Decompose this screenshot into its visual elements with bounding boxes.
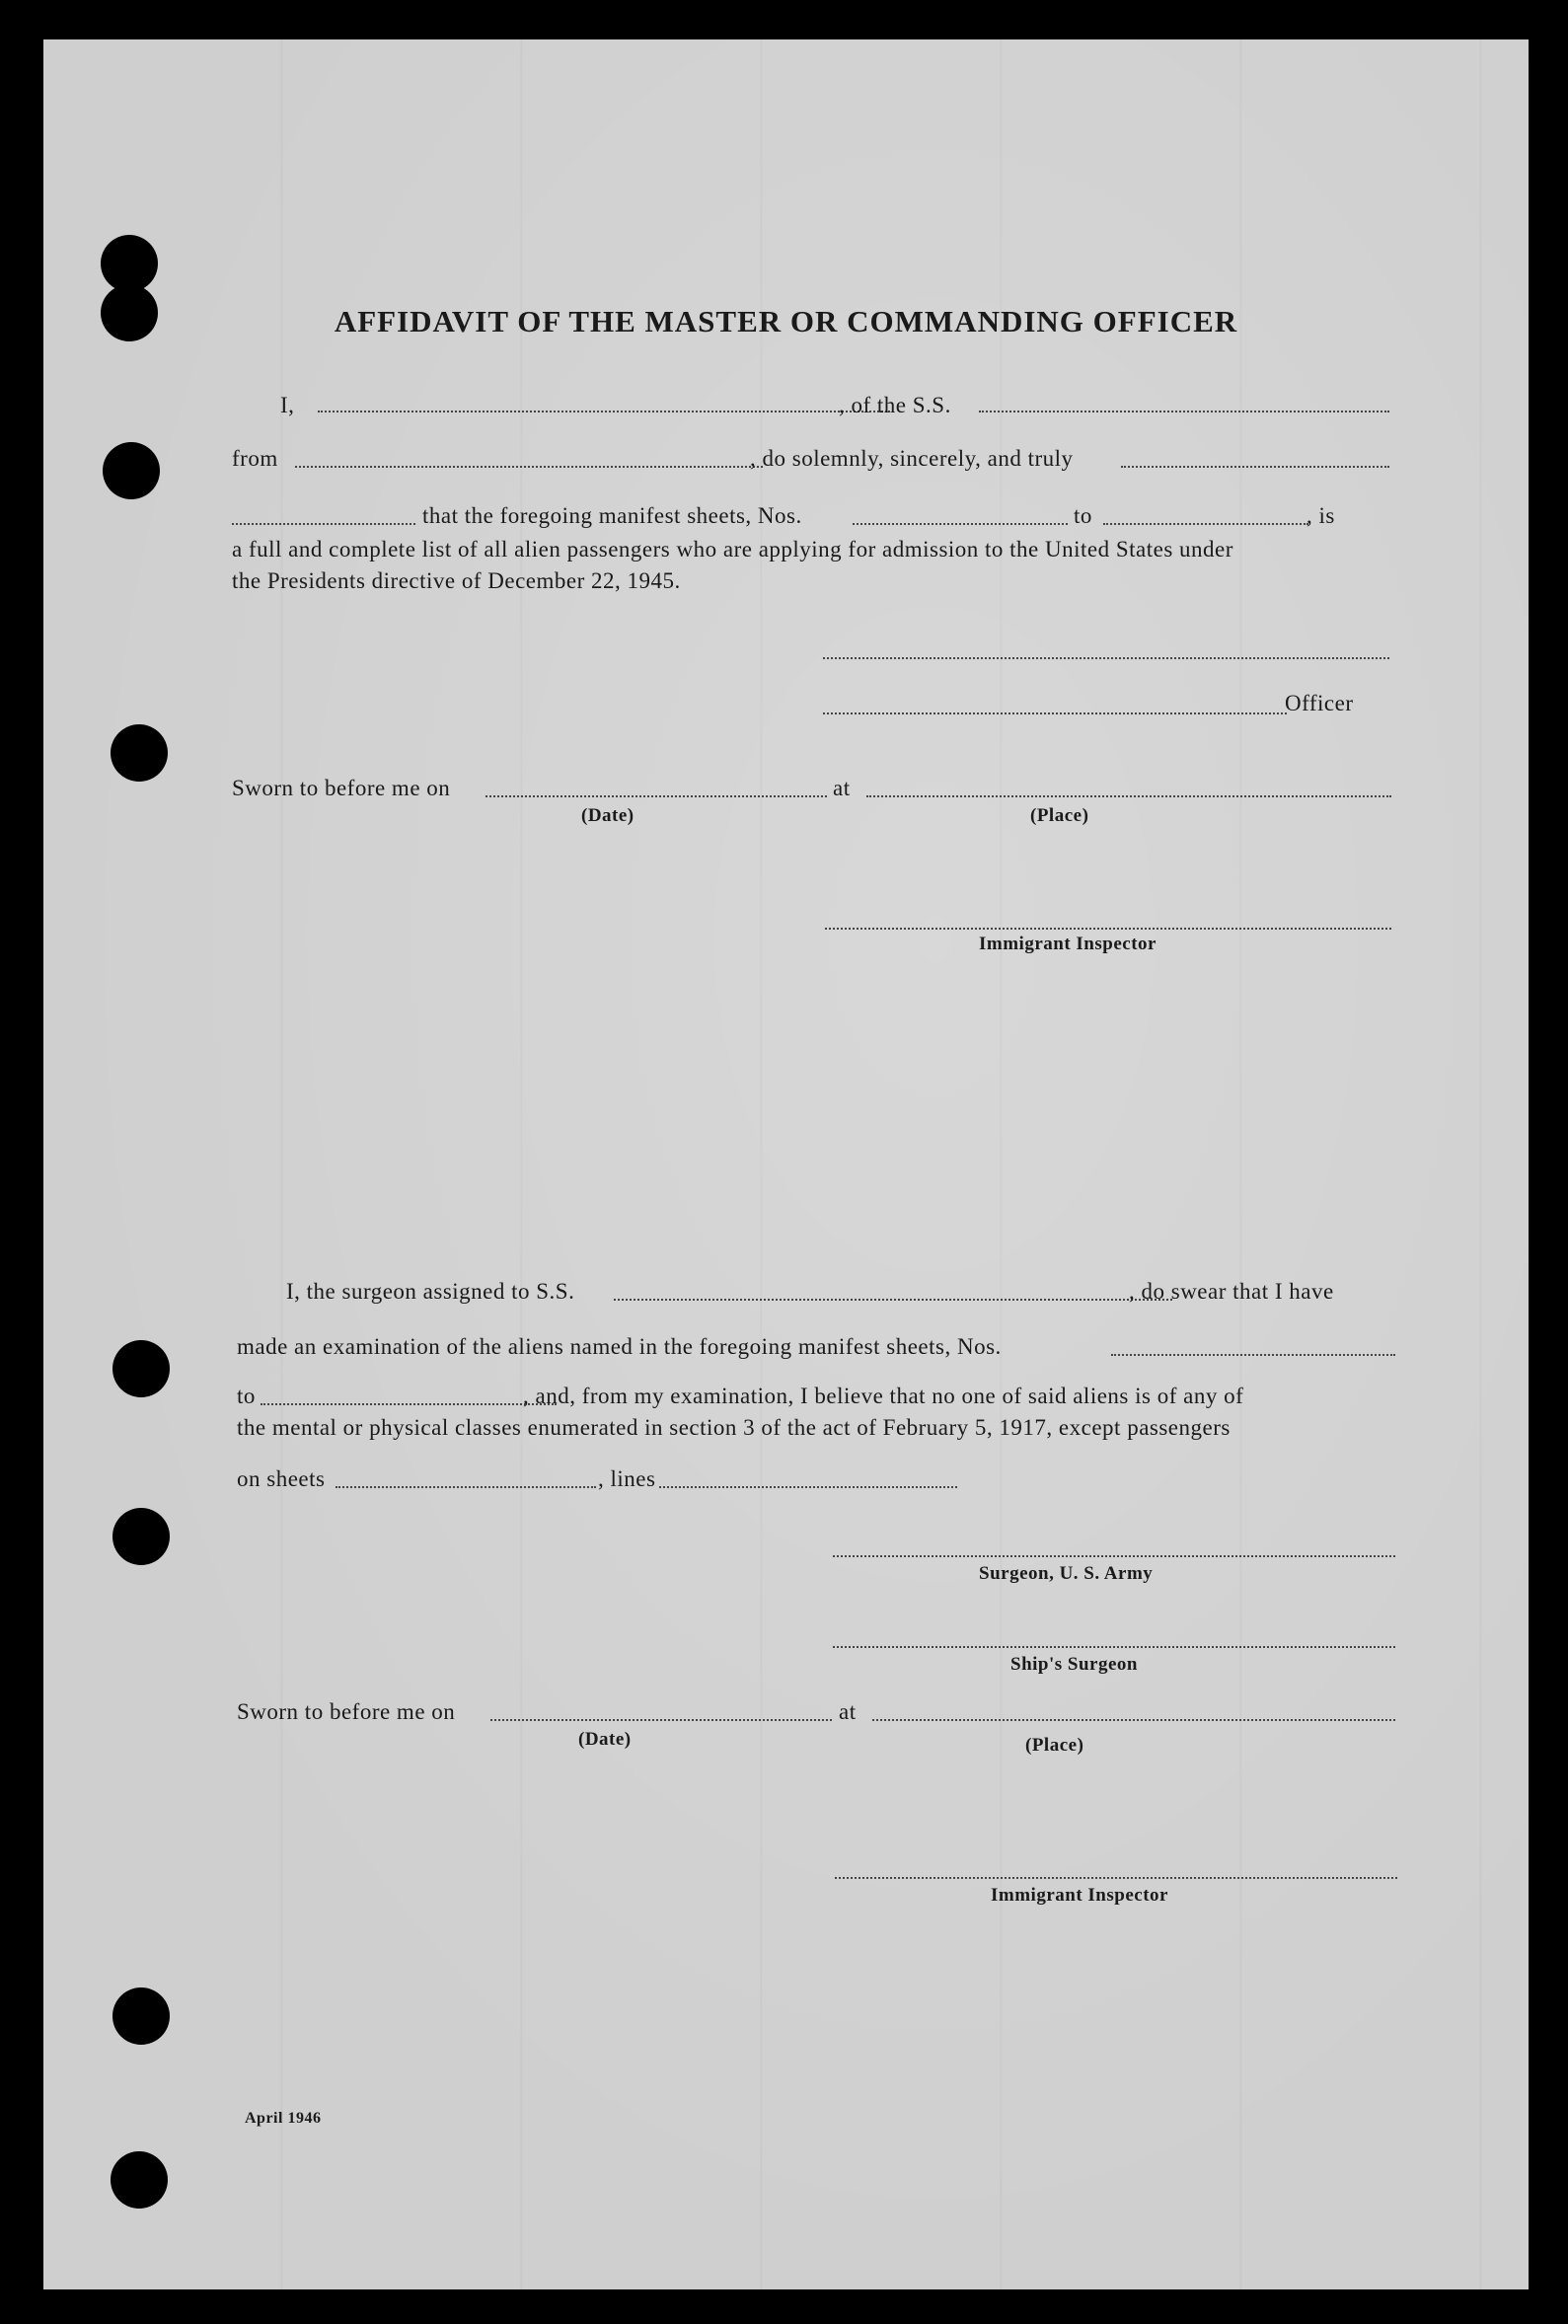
surgeon-ship-field[interactable] [614,1299,1172,1301]
master-line3-to: to [1074,503,1092,528]
master-at-label: at [833,776,851,800]
officer-signature-line[interactable] [823,712,1287,714]
master-line3-sheets: that the foregoing manifest sheets, Nos. [422,503,802,528]
master-line1-start: I, [280,393,295,417]
punch-hole [111,724,168,782]
army-surgeon-caption: Surgeon, U. S. Army [979,1563,1154,1584]
form-date: April 1946 [245,2110,322,2127]
master-inspector-signature-line[interactable] [825,928,1391,930]
document-page [43,39,1529,2289]
army-surgeon-signature-line[interactable] [833,1555,1395,1557]
master-place-caption: (Place) [1030,805,1089,826]
ship-name-field[interactable] [979,411,1389,412]
surgeon-line4: the mental or physical classes enumerated in section 3 of the act of February 5, 1917, except passengers [237,1415,1231,1440]
ship-surgeon-caption: Ship's Surgeon [1010,1654,1138,1675]
master-line3-is: , is [1307,503,1335,528]
punch-hole [112,1508,170,1565]
surgeon-line5-sheets: on sheets [237,1466,326,1491]
surgeon-sworn-place-field[interactable] [872,1719,1395,1721]
surgeon-date-caption: (Date) [578,1729,632,1750]
surgeon-sworn-label: Sworn to before me on [237,1699,456,1724]
surgeon-sworn-date-field[interactable] [490,1719,832,1721]
punch-hole [111,2151,168,2209]
surgeon-line1-start: I, the surgeon assigned to S.S. [286,1279,575,1304]
origin-field[interactable] [295,466,763,468]
surgeon-inspector-caption: Immigrant Inspector [991,1885,1168,1906]
officer-label: Officer [1285,691,1354,715]
master-line2-swear: , do solemnly, sincerely, and truly [750,446,1074,471]
master-sworn-date-field[interactable] [485,795,827,797]
surgeon-sheets-field[interactable] [1111,1354,1395,1356]
master-signature-line[interactable] [823,657,1389,659]
punch-hole [112,1340,170,1397]
surgeon-line5-lines: , lines [598,1466,656,1491]
ship-surgeon-signature-line[interactable] [833,1646,1395,1648]
master-line2-from: from [232,446,278,471]
surgeon-line3-to: to [237,1384,256,1408]
master-inspector-caption: Immigrant Inspector [979,934,1157,954]
surgeon-line2: made an examination of the aliens named in the foregoing manifest sheets, Nos. [237,1334,1002,1359]
surgeon-inspector-signature-line[interactable] [835,1877,1397,1879]
master-line1-ship: , of the S.S. [839,393,951,417]
page-title: AFFIDAVIT OF THE MASTER OR COMMANDING OFFICER [334,304,1238,338]
master-line5: the Presidents directive of December 22, 1945. [232,568,681,593]
master-line4: a full and complete list of all alien passengers who are applying for admission to the United States under [232,537,1233,562]
exception-sheets-field[interactable] [336,1486,596,1488]
master-sworn-place-field[interactable] [866,795,1391,797]
sheets-from-field[interactable] [853,523,1068,525]
oath-continuation-field[interactable] [232,523,415,525]
surgeon-at-label: at [839,1699,857,1724]
punch-hole [112,1987,170,2045]
master-sworn-label: Sworn to before me on [232,776,451,800]
surgeon-sheets-to-field[interactable] [261,1403,557,1405]
exception-lines-field[interactable] [659,1486,957,1488]
sheets-to-field[interactable] [1103,523,1308,525]
master-date-caption: (Date) [581,805,635,826]
oath-field[interactable] [1121,466,1389,468]
master-name-field[interactable] [318,411,890,412]
surgeon-place-caption: (Place) [1025,1735,1084,1756]
punch-hole [103,442,160,499]
surgeon-line1-end: , do swear that I have [1129,1279,1334,1304]
surgeon-line3-rest: , and, from my examination, I believe that no one of said aliens is of any of [523,1384,1244,1408]
